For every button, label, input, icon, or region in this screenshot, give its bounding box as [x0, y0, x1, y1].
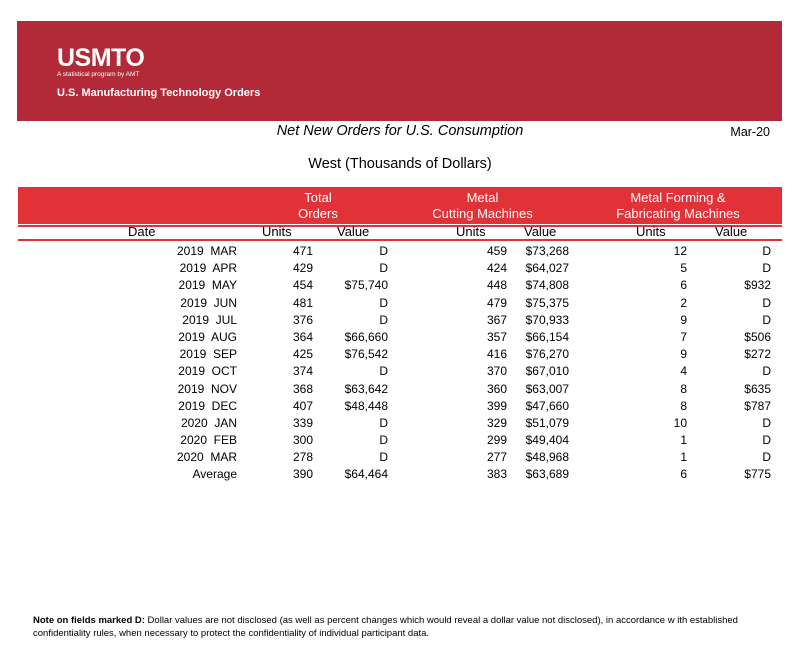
col-cutting-value: Value — [524, 224, 557, 239]
cell-forming-units: 7 — [680, 329, 687, 344]
table-row — [0, 363, 800, 380]
col-cutting-units: Units — [456, 224, 486, 239]
cell-total-units: 429 — [292, 261, 313, 276]
cell-total-units: 376 — [292, 312, 313, 327]
cell-total-value: D — [379, 364, 388, 379]
cell-cutting-units: 299 — [486, 433, 507, 448]
cell-date: 2019 DEC — [178, 398, 237, 413]
cell-forming-value: D — [762, 433, 771, 448]
cell-total-value: D — [379, 295, 388, 310]
cell-cutting-value: $70,933 — [525, 312, 569, 327]
cell-total-units: 364 — [292, 329, 313, 344]
cell-cutting-value: $47,660 — [525, 398, 569, 413]
cell-forming-value: D — [762, 364, 771, 379]
cell-cutting-value: $51,079 — [525, 415, 569, 430]
cell-date: 2019 NOV — [177, 381, 237, 396]
footnote — [33, 614, 773, 640]
cell-forming-units: 12 — [673, 244, 687, 258]
table-row — [0, 260, 800, 277]
table-row — [0, 466, 800, 483]
header-divider-bottom — [18, 239, 782, 241]
cell-forming-units: 6 — [680, 467, 687, 482]
cell-cutting-value: $74,808 — [525, 278, 569, 293]
cell-forming-value: $775 — [744, 467, 771, 482]
cell-date: 2019 SEP — [179, 347, 237, 362]
table-row — [0, 295, 800, 312]
cell-forming-units: 8 — [680, 381, 687, 396]
cell-cutting-value: $73,268 — [525, 244, 569, 258]
table-row — [0, 329, 800, 346]
cell-date: 2019 JUN — [180, 295, 237, 310]
cell-forming-units: 6 — [680, 278, 687, 293]
table-row — [0, 312, 800, 329]
table-row — [0, 381, 800, 398]
col-forming-units: Units — [636, 224, 666, 239]
report-date: Mar-20 — [730, 125, 770, 139]
cell-cutting-units: 329 — [486, 415, 507, 430]
region-title: West (Thousands of Dollars) — [308, 156, 492, 172]
cell-cutting-units: 424 — [486, 261, 507, 276]
cell-date: 2019 APR — [179, 261, 237, 276]
cell-forming-value: $932 — [744, 278, 771, 293]
cell-cutting-units: 277 — [486, 450, 507, 465]
cell-forming-units: 9 — [680, 347, 687, 362]
cell-cutting-units: 370 — [486, 364, 507, 379]
report-subtitle: Net New Orders for U.S. Consumption — [276, 123, 524, 139]
cell-date: 2020 MAR — [176, 450, 237, 465]
logo-tagline: A statistical program by AMT — [57, 71, 140, 78]
cell-date: 2019 JUL — [182, 312, 237, 327]
cell-cutting-value: $49,404 — [525, 433, 569, 448]
cell-forming-units: 9 — [680, 312, 687, 327]
table-row — [0, 243, 800, 260]
group-total-orders: Total Orders — [298, 190, 338, 221]
cell-total-units: 278 — [292, 450, 313, 465]
cell-cutting-units: 367 — [486, 312, 507, 327]
cell-forming-value: D — [762, 295, 771, 310]
cell-total-units: 339 — [292, 415, 313, 430]
table-row — [0, 398, 800, 415]
cell-forming-units: 8 — [680, 398, 687, 413]
footnote-label: Note on fields marked D: — [33, 615, 145, 626]
col-forming-value: Value — [715, 224, 748, 239]
cell-total-value: D — [379, 450, 388, 465]
cell-cutting-value: $48,968 — [525, 450, 569, 465]
cell-total-value: $76,542 — [344, 347, 388, 362]
cell-cutting-units: 360 — [486, 381, 507, 396]
cell-date: 2020 JAN — [180, 415, 237, 430]
cell-date: 2019 AUG — [178, 329, 237, 344]
cell-date: Average — [192, 467, 237, 482]
cell-forming-value: $635 — [744, 381, 771, 396]
cell-total-units: 300 — [292, 433, 313, 448]
usmto-logo: USMTO — [57, 44, 145, 72]
cell-forming-value: $506 — [744, 329, 771, 344]
cell-date: 2019 MAY — [178, 278, 237, 293]
cell-date: 2019 OCT — [178, 364, 237, 379]
cell-cutting-value: $66,154 — [525, 329, 569, 344]
col-date: Date — [128, 224, 156, 239]
cell-cutting-units: 479 — [486, 295, 507, 310]
cell-cutting-units: 459 — [486, 244, 507, 258]
cell-total-value: D — [379, 415, 388, 430]
cell-total-value: $75,740 — [344, 278, 388, 293]
cell-cutting-value: $64,027 — [525, 261, 569, 276]
data-table — [0, 243, 800, 484]
cell-cutting-value: $75,375 — [525, 295, 569, 310]
cell-cutting-units: 399 — [486, 398, 507, 413]
cell-forming-value: D — [762, 450, 771, 465]
cell-forming-value: $787 — [744, 398, 771, 413]
table-row — [0, 432, 800, 449]
cell-cutting-units: 448 — [486, 278, 507, 293]
cell-forming-value: $272 — [744, 347, 771, 362]
col-total-value: Value — [337, 224, 370, 239]
cell-total-units: 471 — [292, 244, 313, 258]
cell-cutting-units: 416 — [486, 347, 507, 362]
table-row — [0, 277, 800, 294]
cell-total-value: $48,448 — [344, 398, 388, 413]
cell-total-value: D — [379, 312, 388, 327]
cell-total-units: 407 — [292, 398, 313, 413]
cell-forming-units: 5 — [680, 261, 687, 276]
cell-forming-units: 2 — [680, 295, 687, 310]
banner-title: U.S. Manufacturing Technology Orders — [57, 87, 261, 99]
cell-date: 2020 FEB — [180, 433, 237, 448]
cell-cutting-units: 383 — [486, 467, 507, 482]
cell-total-value: D — [379, 261, 388, 276]
cell-forming-units: 1 — [680, 433, 687, 448]
cell-total-value: $63,642 — [344, 381, 388, 396]
cell-forming-units: 1 — [680, 450, 687, 465]
table-row — [0, 346, 800, 363]
footnote-text: Dollar values are not disclosed (as well as percent changes which would reveal a dollar value not disclosed), in accordance w ith established confidentiality rules, when necessary to protect the confidentiality of individual participant data. — [33, 615, 738, 639]
cell-date: 2019 MAR — [176, 244, 237, 258]
cell-cutting-value: $63,689 — [525, 467, 569, 482]
cell-total-units: 368 — [292, 381, 313, 396]
group-metal-forming: Metal Forming & Fabricating Machines — [616, 190, 740, 221]
cell-forming-value: D — [762, 261, 771, 276]
cell-total-value: $64,464 — [344, 467, 388, 482]
cell-cutting-value: $76,270 — [525, 347, 569, 362]
table-row — [0, 415, 800, 432]
cell-total-units: 374 — [292, 364, 313, 379]
cell-forming-value: D — [762, 244, 771, 258]
cell-total-value: $66,660 — [344, 329, 388, 344]
cell-total-units: 481 — [292, 295, 313, 310]
cell-cutting-value: $63,007 — [525, 381, 569, 396]
cell-forming-units: 10 — [673, 415, 687, 430]
cell-total-units: 425 — [292, 347, 313, 362]
cell-forming-units: 4 — [680, 364, 687, 379]
cell-total-units: 390 — [292, 467, 313, 482]
cell-total-units: 454 — [292, 278, 313, 293]
cell-forming-value: D — [762, 312, 771, 327]
cell-cutting-value: $67,010 — [525, 364, 569, 379]
cell-forming-value: D — [762, 415, 771, 430]
table-row — [0, 449, 800, 466]
cell-total-value: D — [379, 433, 388, 448]
col-total-units: Units — [262, 224, 292, 239]
cell-total-value: D — [379, 244, 388, 258]
cell-cutting-units: 357 — [486, 329, 507, 344]
header-banner — [17, 21, 782, 121]
group-metal-cutting: Metal Cutting Machines — [432, 190, 533, 221]
